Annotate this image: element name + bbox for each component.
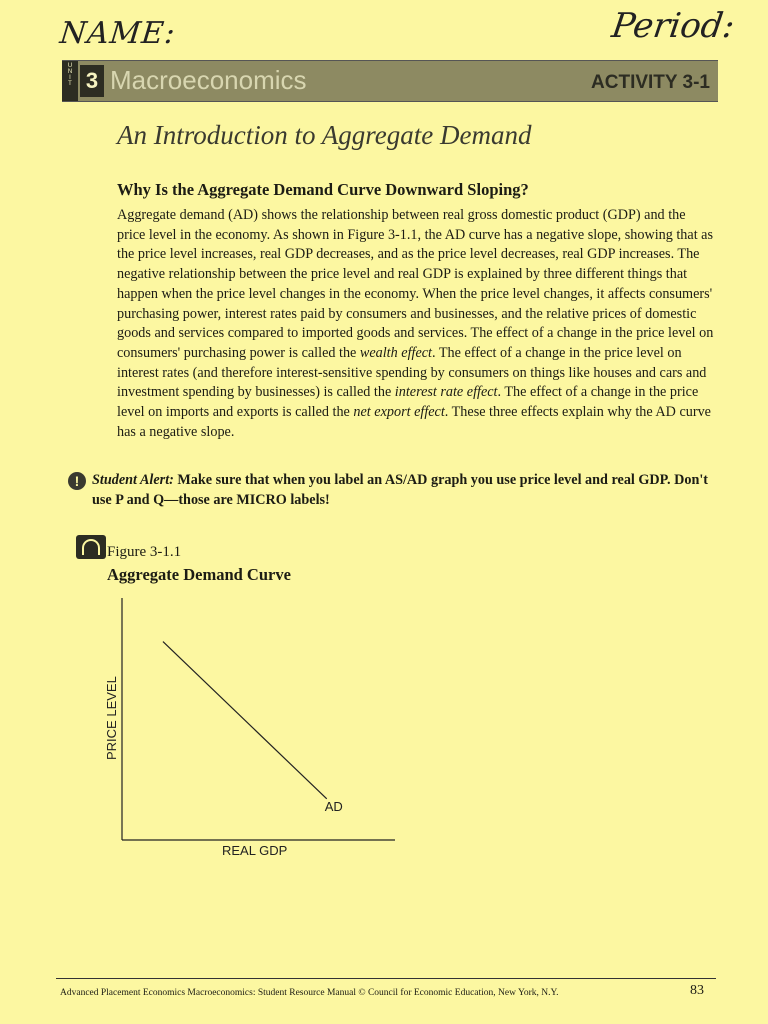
ad-curve-label: AD xyxy=(324,798,343,814)
y-axis-label: PRICE LEVEL xyxy=(104,676,119,760)
figure-icon xyxy=(76,535,106,559)
handwritten-period-label: Period: xyxy=(609,6,738,46)
alert-lead: Student Alert: xyxy=(92,472,174,488)
body-text-part-1: Aggregate demand (AD) shows the relationship between real gross domestic product (GDP) and the price level in the economy. As shown in Figure 3-1.1, the AD curve has a negative slope, showing that as the price level increases, real GDP decreases, and as the price level decreases, real GDP increases. The negative relationship between the price level and real GDP is explained by three different things that happen when the price level changes in the economy. When the price level changes, it affects consumers' purchasing power, interest rates paid by consumers and businesses, and the relative prices of domestic goods and services compared to imported goods and services. The effect of a change in the price level on consumers' purchasing power is called the xyxy=(117,207,714,361)
unit-title: Macroeconomics xyxy=(110,65,307,95)
x-axis-label: REAL GDP xyxy=(222,843,288,858)
unit-tab-label: UNIT xyxy=(67,63,73,87)
body-text-part-2: . The effect of a change in the price level on interest rates (and therefore interest-sensitive spending by consumers on things like houses and cars and investment spending by businesses) is called the xyxy=(117,344,707,401)
unit-tab xyxy=(62,61,78,101)
page-title: An Introduction to Aggregate Demand xyxy=(117,120,532,150)
figure-title: Aggregate Demand Curve xyxy=(107,565,291,584)
aggregate-demand-chart xyxy=(95,590,415,860)
page-number: 83 xyxy=(690,983,704,998)
activity-label: ACTIVITY 3-1 xyxy=(591,72,710,93)
term-net-export-effect: net export effect xyxy=(353,404,445,421)
ad-curve-line xyxy=(163,642,327,799)
footer-divider xyxy=(56,978,716,979)
body-text-part-4: . These three effects explain why the AD curve has a negative slope. xyxy=(117,404,711,440)
student-alert xyxy=(92,470,712,510)
unit-number: 3 xyxy=(80,65,104,97)
footer-credit: Advanced Placement Economics Macroeconomics: Student Resource Manual © Council for Economic Education, New York, N.Y. xyxy=(60,988,559,998)
figure-label: Figure 3-1.1 xyxy=(107,544,182,560)
term-wealth-effect: wealth effect xyxy=(359,344,432,361)
handwritten-name-label: NAME: xyxy=(58,16,178,51)
body-paragraph xyxy=(117,206,717,442)
section-heading: Why Is the Aggregate Demand Curve Downward Sloping? xyxy=(117,180,529,199)
alert-body: Make sure that when you label an AS/AD graph you use price level and real GDP. Don't use P and Q—those are MICRO labels! xyxy=(92,472,709,508)
alert-icon: ! xyxy=(68,472,86,490)
body-text-part-3: . The effect of a change in the price level on imports and exports is called the xyxy=(117,384,699,421)
term-interest-rate-effect: interest rate effect xyxy=(394,384,498,401)
unit-header-bar xyxy=(62,60,718,102)
